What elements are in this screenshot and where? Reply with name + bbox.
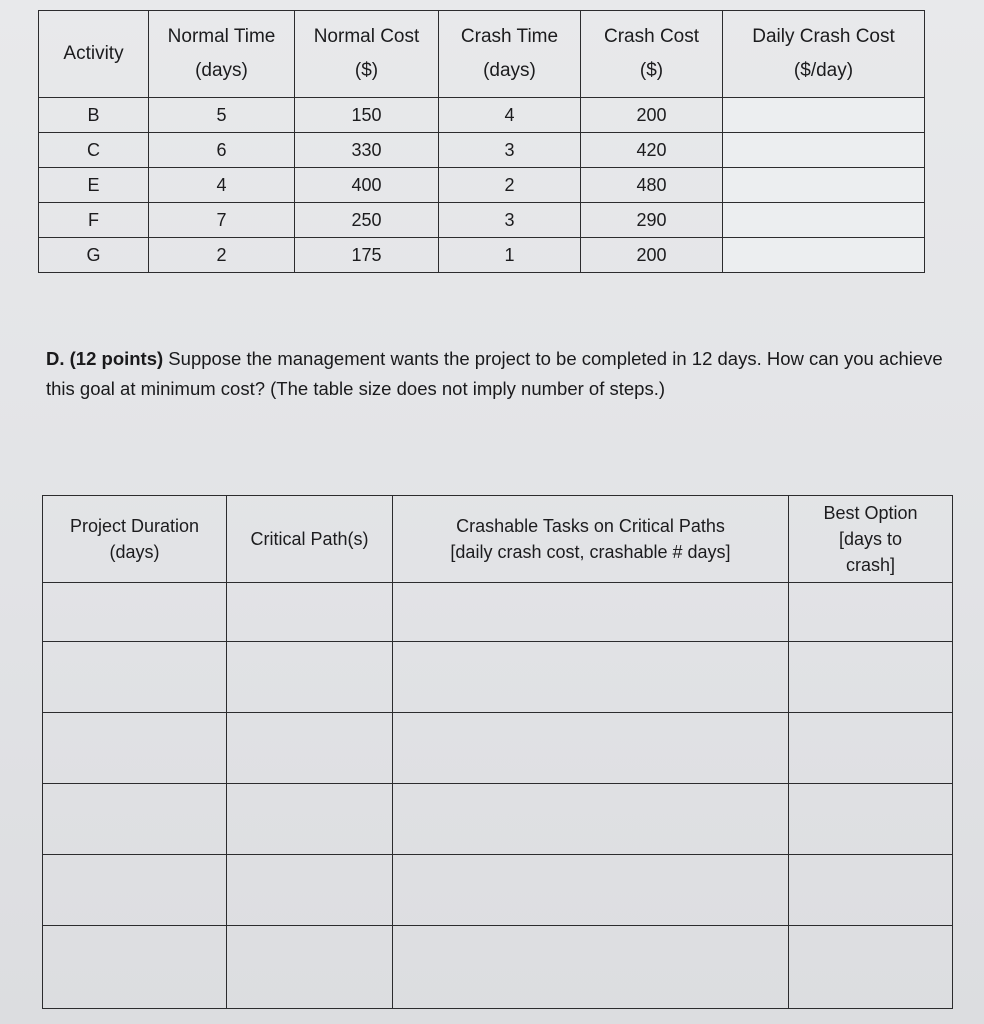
normal-time-cell: 7 bbox=[149, 203, 295, 238]
normal-cost-cell: 150 bbox=[295, 98, 439, 133]
daily-crash-cost-cell bbox=[723, 238, 925, 273]
question-label: D. (12 points) bbox=[46, 348, 164, 369]
critical-paths-cell[interactable] bbox=[227, 784, 393, 855]
crash-cost-cell: 290 bbox=[581, 203, 723, 238]
crash-cost-cell: 200 bbox=[581, 98, 723, 133]
project-duration-cell[interactable] bbox=[43, 713, 227, 784]
activity-cell: C bbox=[39, 133, 149, 168]
crashable-tasks-cell[interactable] bbox=[393, 926, 789, 1009]
table-row bbox=[39, 98, 925, 133]
table-row bbox=[39, 168, 925, 203]
activity-cost-table bbox=[38, 10, 925, 273]
best-option-cell[interactable] bbox=[789, 713, 953, 784]
table-row bbox=[43, 713, 953, 784]
critical-paths-cell[interactable] bbox=[227, 713, 393, 784]
crash-time-header: Crash Time (days) bbox=[439, 11, 581, 98]
project-duration-cell[interactable] bbox=[43, 784, 227, 855]
table-row bbox=[39, 133, 925, 168]
project-duration-cell[interactable] bbox=[43, 583, 227, 642]
best-option-header: Best Option [days to crash] bbox=[789, 496, 953, 583]
crash-time-cell: 2 bbox=[439, 168, 581, 203]
crashable-tasks-cell[interactable] bbox=[393, 642, 789, 713]
table-row bbox=[43, 642, 953, 713]
crash-time-cell: 1 bbox=[439, 238, 581, 273]
best-option-cell[interactable] bbox=[789, 855, 953, 926]
normal-cost-cell: 250 bbox=[295, 203, 439, 238]
normal-time-header: Normal Time (days) bbox=[149, 11, 295, 98]
project-duration-cell[interactable] bbox=[43, 642, 227, 713]
daily-crash-cost-cell bbox=[723, 168, 925, 203]
best-option-cell[interactable] bbox=[789, 926, 953, 1009]
project-duration-cell[interactable] bbox=[43, 855, 227, 926]
question-text: Suppose the management wants the project to be completed in 12 days. How can you achieve this goal at minimum cost? (The table size does not imply number of steps.) bbox=[46, 348, 943, 399]
crashable-tasks-cell[interactable] bbox=[393, 784, 789, 855]
crash-cost-cell: 200 bbox=[581, 238, 723, 273]
normal-time-cell: 4 bbox=[149, 168, 295, 203]
project-duration-header: Project Duration (days) bbox=[43, 496, 227, 583]
normal-time-cell: 2 bbox=[149, 238, 295, 273]
crash-cost-cell: 420 bbox=[581, 133, 723, 168]
crash-cost-header: Crash Cost ($) bbox=[581, 11, 723, 98]
table-row bbox=[39, 238, 925, 273]
table-header-row bbox=[39, 11, 925, 98]
normal-cost-header: Normal Cost ($) bbox=[295, 11, 439, 98]
critical-paths-header: Critical Path(s) bbox=[227, 496, 393, 583]
daily-crash-cost-header: Daily Crash Cost ($/day) bbox=[723, 11, 925, 98]
crash-cost-cell: 480 bbox=[581, 168, 723, 203]
crash-time-cell: 4 bbox=[439, 98, 581, 133]
table-row bbox=[43, 784, 953, 855]
crashable-tasks-cell[interactable] bbox=[393, 583, 789, 642]
crashable-tasks-header: Crashable Tasks on Critical Paths [daily crash cost, crashable # days] bbox=[393, 496, 789, 583]
normal-time-cell: 6 bbox=[149, 133, 295, 168]
normal-time-cell: 5 bbox=[149, 98, 295, 133]
activity-cell: F bbox=[39, 203, 149, 238]
table-row bbox=[43, 926, 953, 1009]
critical-paths-cell[interactable] bbox=[227, 926, 393, 1009]
activity-cell: E bbox=[39, 168, 149, 203]
normal-cost-cell: 330 bbox=[295, 133, 439, 168]
activity-cell: G bbox=[39, 238, 149, 273]
crashable-tasks-cell[interactable] bbox=[393, 855, 789, 926]
question-prompt bbox=[46, 344, 966, 404]
best-option-cell[interactable] bbox=[789, 784, 953, 855]
critical-paths-cell[interactable] bbox=[227, 855, 393, 926]
best-option-cell[interactable] bbox=[789, 642, 953, 713]
crash-analysis-table bbox=[42, 495, 953, 1009]
table-row bbox=[43, 855, 953, 926]
table-header-row bbox=[43, 496, 953, 583]
daily-crash-cost-cell bbox=[723, 203, 925, 238]
activity-cell: B bbox=[39, 98, 149, 133]
crash-time-cell: 3 bbox=[439, 203, 581, 238]
crashable-tasks-cell[interactable] bbox=[393, 713, 789, 784]
table-row bbox=[39, 203, 925, 238]
normal-cost-cell: 400 bbox=[295, 168, 439, 203]
normal-cost-cell: 175 bbox=[295, 238, 439, 273]
critical-paths-cell[interactable] bbox=[227, 642, 393, 713]
project-duration-cell[interactable] bbox=[43, 926, 227, 1009]
table-row bbox=[43, 583, 953, 642]
daily-crash-cost-cell bbox=[723, 98, 925, 133]
crash-time-cell: 3 bbox=[439, 133, 581, 168]
daily-crash-cost-cell bbox=[723, 133, 925, 168]
activity-header: Activity bbox=[39, 11, 149, 98]
critical-paths-cell[interactable] bbox=[227, 583, 393, 642]
best-option-cell[interactable] bbox=[789, 583, 953, 642]
